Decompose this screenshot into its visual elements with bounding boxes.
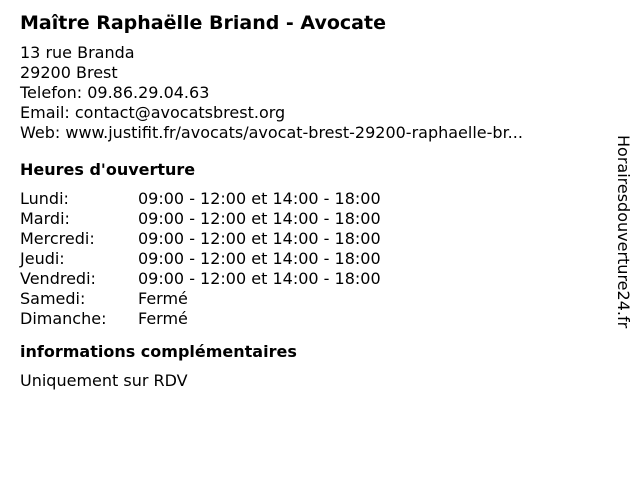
hours-row-saturday [20,289,600,309]
city-address: 29200 Brest [20,63,118,82]
day-label: Lundi: [20,189,69,208]
info-heading: informations complémentaires [20,342,297,361]
page-title: Maître Raphaëlle Briand - Avocate [20,12,386,34]
hours-row-monday [20,189,600,209]
day-label: Samedi: [20,289,86,308]
hours-row-tuesday [20,209,600,229]
day-hours: 09:00 - 12:00 et 14:00 - 18:00 [138,189,381,208]
hours-row-sunday [20,309,600,329]
web-line: Web: www.justifit.fr/avocats/avocat-brest-29200-raphaelle-br... [20,123,523,142]
day-hours: 09:00 - 12:00 et 14:00 - 18:00 [138,249,381,268]
site-watermark-label: Horairesdouverture24.fr [614,135,633,329]
day-label: Jeudi: [20,249,65,268]
day-hours: 09:00 - 12:00 et 14:00 - 18:00 [138,269,381,288]
email-line: Email: contact@avocatsbrest.org [20,103,286,122]
info-text: Uniquement sur RDV [20,371,188,390]
day-hours: Fermé [138,309,188,328]
day-hours: Fermé [138,289,188,308]
opening-hours-table [20,189,600,329]
day-label: Mercredi: [20,229,95,248]
day-label: Dimanche: [20,309,107,328]
day-label: Vendredi: [20,269,96,288]
hours-heading: Heures d'ouverture [20,160,196,179]
hours-row-wednesday [20,229,600,249]
hours-row-friday [20,269,600,289]
day-label: Mardi: [20,209,70,228]
hours-row-thursday [20,249,600,269]
street-address: 13 rue Branda [20,43,135,62]
business-card [20,10,600,391]
address-block [20,43,600,143]
day-hours: 09:00 - 12:00 et 14:00 - 18:00 [138,209,381,228]
day-hours: 09:00 - 12:00 et 14:00 - 18:00 [138,229,381,248]
phone-line: Telefon: 09.86.29.04.63 [20,83,210,102]
